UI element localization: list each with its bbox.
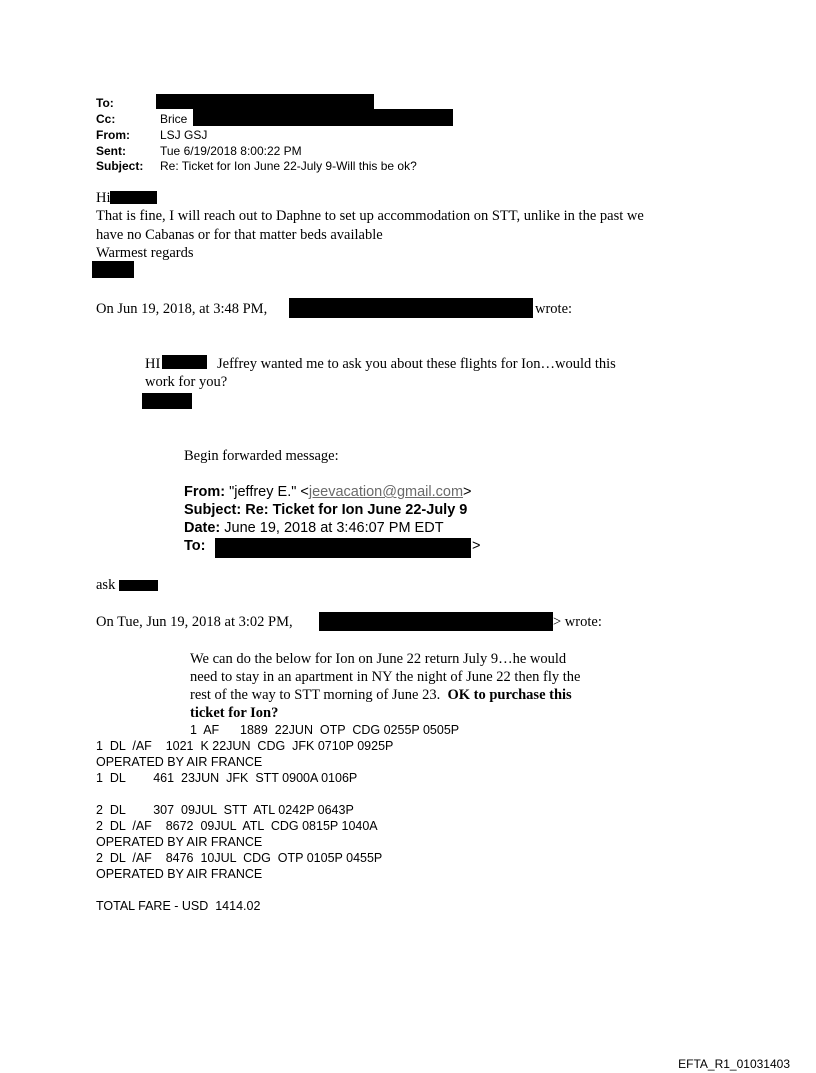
itinerary-line: OPERATED BY AIR FRANCE bbox=[96, 835, 263, 849]
quote2-attribution: On Tue, Jun 19, 2018 at 3:02 PM, bbox=[96, 614, 293, 630]
redaction-cc bbox=[193, 109, 453, 126]
cc-value: Brice bbox=[160, 112, 188, 126]
reply-line-2: have no Cabanas or for that matter beds available bbox=[96, 227, 383, 243]
forwarded-date-value: June 19, 2018 at 3:46:07 PM EDT bbox=[224, 520, 444, 536]
forwarded-subject-label: Subject: bbox=[184, 502, 242, 518]
reply-greeting: Hi bbox=[96, 190, 111, 206]
sent-value: Tue 6/19/2018 8:00:22 PM bbox=[160, 144, 302, 158]
forwarded-to-close: > bbox=[472, 538, 481, 554]
quote1-wrote: wrote: bbox=[535, 301, 573, 317]
quote2-line-4-bold: ticket for Ion? bbox=[190, 705, 279, 721]
quote2-line-4 bbox=[190, 705, 278, 722]
forwarded-to-line bbox=[184, 538, 205, 554]
forwarded-subject-value: Re: Ticket for Ion June 22-July 9 bbox=[245, 502, 468, 518]
subject-value: Re: Ticket for Ion June 22-July 9-Will this be ok? bbox=[160, 159, 417, 173]
reply-signoff: Warmest regards bbox=[96, 245, 194, 261]
itinerary-line: OPERATED BY AIR FRANCE bbox=[96, 867, 263, 881]
redaction-greeting-name bbox=[110, 191, 157, 204]
itinerary-line: 1 DL /AF 1021 K 22JUN CDG JFK 0710P 0925P bbox=[96, 739, 394, 753]
quote2-line-3-normal: rest of the way to STT morning of June 23. bbox=[190, 687, 448, 703]
document-id: EFTA_R1_01031403 bbox=[678, 1057, 790, 1071]
quote1-greeting: HI bbox=[145, 356, 161, 372]
quote2-wrote: > wrote: bbox=[553, 614, 602, 630]
redaction-ask-name bbox=[119, 580, 158, 591]
quote1-attribution: On Jun 19, 2018, at 3:48 PM, bbox=[96, 301, 268, 317]
forwarded-date-line bbox=[184, 520, 444, 536]
itinerary-line: 1 AF 1889 22JUN OTP CDG 0255P 0505P bbox=[190, 723, 460, 737]
subject-label: Subject: bbox=[96, 159, 144, 173]
forwarded-from-line bbox=[184, 484, 472, 500]
forwarded-from-email-link[interactable]: jeevacation@gmail.com bbox=[308, 484, 464, 500]
itinerary-line: OPERATED BY AIR FRANCE bbox=[96, 755, 263, 769]
forwarded-from-name: "jeffrey E." < bbox=[229, 484, 309, 500]
itinerary-line: 2 DL /AF 8476 10JUL CDG OTP 0105P 0455P bbox=[96, 851, 383, 865]
from-label: From: bbox=[96, 128, 130, 142]
quote1-line-2: work for you? bbox=[145, 374, 228, 390]
itinerary-line: 2 DL /AF 8672 09JUL ATL CDG 0815P 1040A bbox=[96, 819, 378, 833]
ask-text: ask bbox=[96, 577, 116, 593]
quote2-line-1: We can do the below for Ion on June 22 return July 9…he would bbox=[190, 651, 567, 667]
redaction-quote2-sender bbox=[319, 612, 553, 631]
to-label: To: bbox=[96, 96, 114, 110]
quote2-line-2: need to stay in an apartment in NY the night of June 22 then fly the bbox=[190, 669, 581, 685]
cc-label: Cc: bbox=[96, 112, 116, 126]
redaction-quote1-signature bbox=[142, 393, 192, 409]
redaction-to bbox=[156, 94, 374, 109]
forwarded-subject-line bbox=[184, 502, 467, 518]
forwarded-from-label: From: bbox=[184, 484, 226, 500]
total-fare: TOTAL FARE - USD 1414.02 bbox=[96, 899, 261, 913]
redaction-forwarded-to bbox=[215, 538, 471, 558]
from-value: LSJ GSJ bbox=[160, 128, 208, 142]
reply-line-1: That is fine, I will reach out to Daphne to set up accommodation on STT, unlike in the past we bbox=[96, 208, 644, 224]
forwarded-intro: Begin forwarded message: bbox=[184, 448, 339, 464]
quote2-line-3 bbox=[190, 687, 572, 704]
forwarded-from-close: > bbox=[463, 484, 472, 500]
itinerary-line: 1 DL 461 23JUN JFK STT 0900A 0106P bbox=[96, 771, 358, 785]
quote1-line-1: Jeffrey wanted me to ask you about these flights for Ion…would this bbox=[217, 356, 616, 372]
forwarded-date-label: Date: bbox=[184, 520, 221, 536]
redaction-signature bbox=[92, 261, 134, 278]
quote2-line-3-bold: OK to purchase this bbox=[447, 687, 572, 703]
sent-label: Sent: bbox=[96, 144, 126, 158]
redaction-quote1-greeting bbox=[162, 355, 207, 369]
forwarded-to-label: To: bbox=[184, 538, 206, 554]
itinerary-line: 2 DL 307 09JUL STT ATL 0242P 0643P bbox=[96, 803, 354, 817]
redaction-quote1-sender bbox=[289, 298, 533, 318]
